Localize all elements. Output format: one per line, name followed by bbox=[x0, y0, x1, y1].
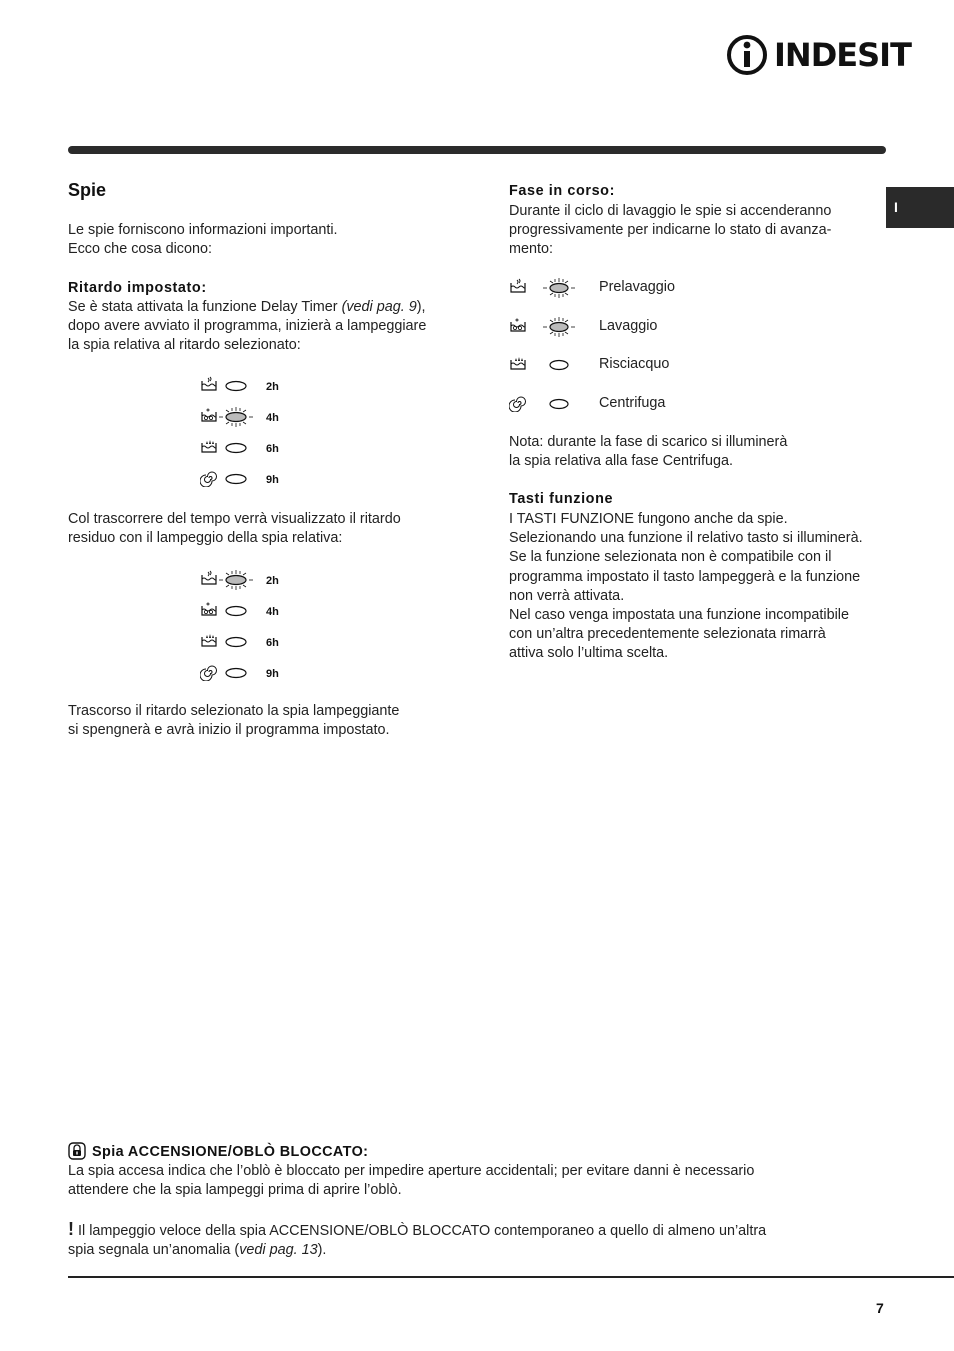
warning-line bbox=[68, 1241, 888, 1260]
end-line: Trascorso il ritardo selezionato la spia lampeggiante bbox=[68, 703, 400, 719]
delay-hour-label: 9h bbox=[266, 668, 279, 680]
delay-indicator-row bbox=[198, 663, 298, 685]
footer-rule bbox=[68, 1276, 954, 1278]
phase-intro-line: mento: bbox=[509, 241, 553, 258]
function-keys-line: Nel caso venga impostata una funzione incompatibile bbox=[509, 607, 849, 624]
delay-line: la spia relativa al ritardo selezionato: bbox=[68, 337, 301, 354]
page-number: 7 bbox=[876, 1300, 884, 1316]
delay-line bbox=[68, 298, 448, 317]
delay-hour-label: 9h bbox=[266, 474, 279, 486]
phase-indicator-row bbox=[506, 353, 806, 375]
delay-hour-label: 6h bbox=[266, 443, 279, 455]
residual-text bbox=[68, 510, 448, 548]
phase-label: Prelavaggio bbox=[599, 279, 676, 295]
delay-indicator-row bbox=[198, 407, 298, 429]
lock-line: La spia accesa indica che l’oblò è bloccato per impedire aperture accidentali; per evitare danni è necessario bbox=[68, 1163, 755, 1179]
residual-line: Col trascorrere del tempo verrà visualizzato il ritardo bbox=[68, 511, 401, 527]
residual-line: residuo con il lampeggio della spia relativa: bbox=[68, 530, 343, 547]
page-reference: vedi pag. 13 bbox=[239, 1242, 318, 1259]
warning-text-3: ). bbox=[317, 1242, 327, 1259]
phase-indicator-row bbox=[506, 276, 806, 298]
function-keys-line: programma impostato il tasto lampeggerà e la funzione bbox=[509, 568, 861, 585]
header-rule bbox=[68, 146, 886, 154]
phase-intro bbox=[509, 202, 879, 260]
delay-heading: Ritardo impostato: bbox=[68, 280, 207, 296]
note-text bbox=[509, 433, 879, 471]
function-keys-line: Selezionando una funzione il relativo tasto si illuminerà. bbox=[509, 530, 863, 547]
intro-line: Le spie forniscono informazioni importanti. bbox=[68, 222, 338, 238]
phase-intro-line: Durante il ciclo di lavaggio le spie si accenderanno bbox=[509, 203, 832, 219]
indesit-logo-mark bbox=[726, 34, 770, 76]
function-keys-text bbox=[509, 510, 889, 664]
delay-indicator-row bbox=[198, 632, 298, 654]
phase-indicator-row bbox=[506, 315, 806, 337]
lock-icon bbox=[68, 1142, 88, 1162]
lock-heading: Spia ACCENSIONE/OBLÒ BLOCCATO: bbox=[92, 1144, 369, 1160]
delay-indicator-diagram-2 bbox=[198, 570, 298, 690]
phase-heading: Fase in corso: bbox=[509, 183, 615, 199]
delay-hour-label: 2h bbox=[266, 381, 279, 393]
function-keys-line: attiva solo l’ultima scelta. bbox=[509, 645, 669, 662]
warning-text-1: Il lampeggio veloce della spia ACCENSIONE/OBLÒ BLOCCATO contemporaneo a quello di almeno un’altra bbox=[74, 1223, 767, 1239]
delay-paragraph bbox=[68, 298, 448, 356]
end-text bbox=[68, 702, 448, 740]
phase-intro-line: progressivamente per indicarne lo stato di avanza- bbox=[509, 222, 832, 239]
delay-indicator-row bbox=[198, 438, 298, 460]
delay-hour-label: 6h bbox=[266, 637, 279, 649]
delay-text: Se è stata attivata la funzione Delay Timer bbox=[68, 299, 342, 315]
lock-text bbox=[68, 1162, 888, 1200]
phase-indicator-row bbox=[506, 392, 806, 414]
end-line: si spengnerà e avrà inizio il programma impostato. bbox=[68, 722, 390, 739]
note-line: Nota: durante la fase di scarico si illuminerà bbox=[509, 434, 788, 450]
warning-line bbox=[68, 1220, 888, 1241]
phase-label: Risciacquo bbox=[599, 356, 670, 372]
delay-indicator-diagram-1 bbox=[198, 376, 298, 496]
phase-label: Lavaggio bbox=[599, 317, 658, 334]
warning-text bbox=[68, 1220, 888, 1260]
section-title: Spie bbox=[68, 180, 107, 200]
language-tab bbox=[886, 187, 954, 228]
delay-indicator-row bbox=[198, 469, 298, 491]
delay-line: dopo avere avviato il programma, inizierà a lampeggiare bbox=[68, 318, 427, 335]
delay-hour-label: 4h bbox=[266, 412, 279, 424]
delay-indicator-row bbox=[198, 376, 298, 398]
phase-label: Centrifuga bbox=[599, 394, 666, 411]
page-reference: (vedi pag. 9 bbox=[341, 299, 417, 315]
delay-indicator-row bbox=[198, 601, 298, 623]
delay-hour-label: 2h bbox=[266, 575, 279, 587]
function-keys-line: I TASTI FUNZIONE fungono anche da spie. bbox=[509, 511, 788, 527]
logo-text: INDESIT bbox=[774, 36, 911, 74]
lock-line: attendere che la spia lampeggi prima di aprire l’oblò. bbox=[68, 1182, 402, 1199]
note-line: la spia relativa alla fase Centrifuga. bbox=[509, 453, 733, 470]
delay-text: ), bbox=[416, 299, 426, 315]
function-keys-line: non verrà attivata. bbox=[509, 587, 625, 604]
warning-text-2: spia segnala un’anomalia ( bbox=[68, 1242, 240, 1259]
language-tab-label: I bbox=[894, 199, 898, 215]
warning-icon: ! bbox=[68, 1219, 74, 1239]
intro-line: Ecco che cosa dicono: bbox=[68, 241, 212, 258]
intro-text bbox=[68, 221, 448, 259]
delay-indicator-row bbox=[198, 570, 298, 592]
function-keys-line: Se la funzione selezionata non è compatibile con il bbox=[509, 549, 832, 566]
phase-indicator-list bbox=[506, 276, 806, 426]
function-keys-line: con un’altra precedentemente selezionata rimarrà bbox=[509, 626, 826, 643]
delay-hour-label: 4h bbox=[266, 606, 279, 618]
function-keys-heading: Tasti funzione bbox=[509, 491, 614, 507]
indesit-logo bbox=[726, 34, 911, 76]
